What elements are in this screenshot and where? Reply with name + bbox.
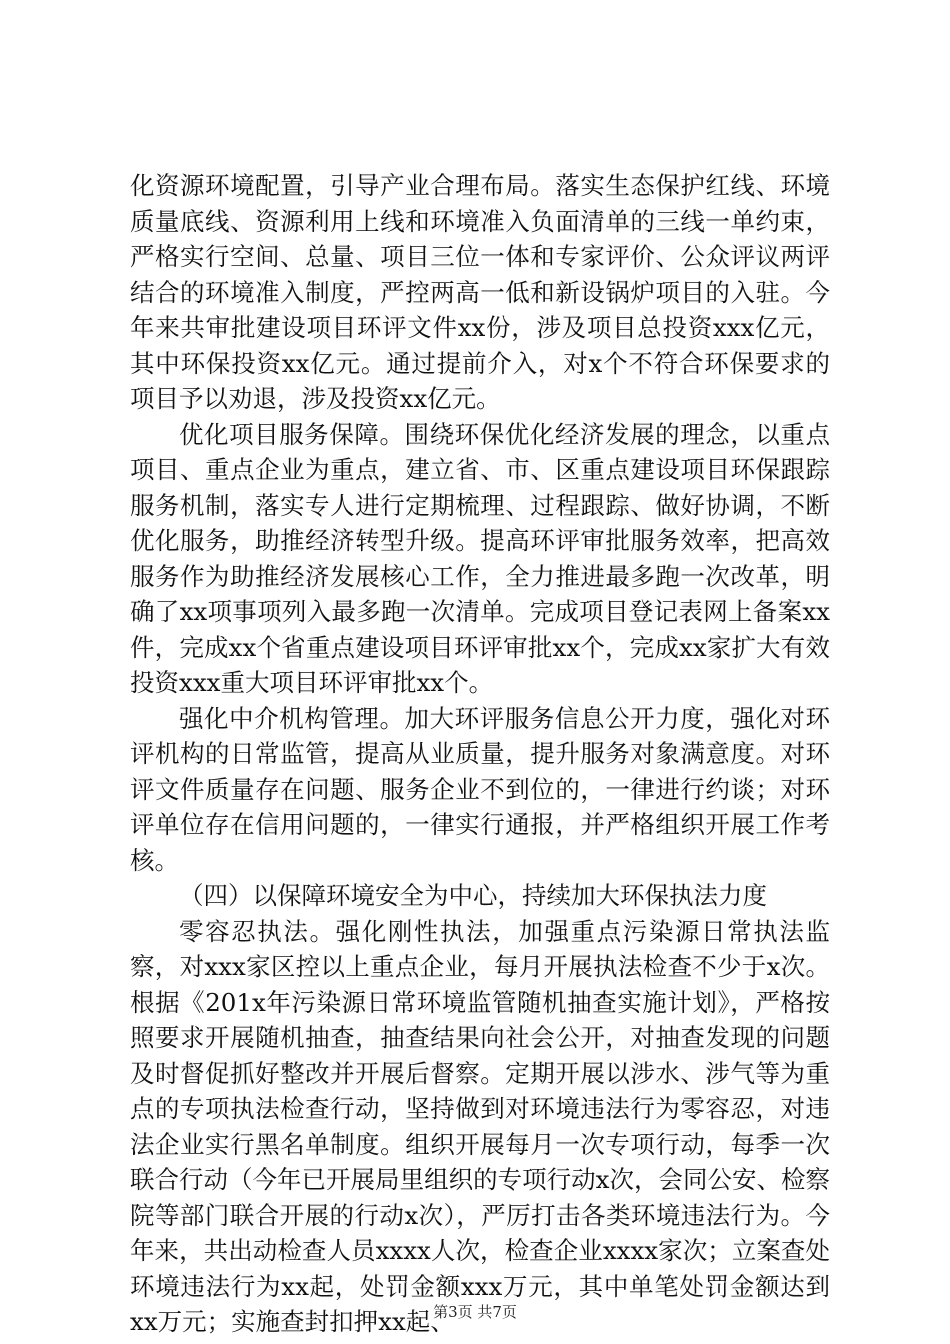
paragraph-zero-tolerance: 零容忍执法。强化刚性执法，加强重点污染源日常执法监察，对xxx家区控以上重点企业，每月开展执法检查不少于x次。根据《201x年污染源日常环境监管随机抽查实施计划》，严格按照要求开展随机抽查，抽查结果向社会公开，对抽查发现的问题及时督促抓好整改并开展后督察。定期开展以涉水、涉气等为重点的专项执法检查行动，坚持做到对环境违法行为零容忍，对违法企业实行黑名单制度。组织开展每月一次专项行动，每季一次联合行动（今年已开展局里组织的专项行动x次，会同公安、检察院等部门联合开展的行动x次），严厉打击各类环境违法行为。今年来，共出动检查人员xxxx人次，检查企业xxxx家次；立案查处环境违法行为xx起，处罚金额xxx万元，其中单笔处罚金额达到xx万元；实施查封扣押xx起、 [130, 916, 830, 1336]
paragraph-resource-allocation: 化资源环境配置，引导产业合理布局。落实生态保护红线、环境质量底线、资源利用上线和环境准入负面清单的三线一单约束，严格实行空间、总量、项目三位一体和专家评价、公众评议两评结合的环境准入制度，严控两高一低和新设锅炉项目的入驻。今年来共审批建设项目环评文件xx份，涉及项目总投资xxx亿元，其中环保投资xx亿元。通过提前介入，对x个不符合环保要求的项目予以劝退，涉及投资xx亿元。 [130, 171, 830, 413]
page-footer: 第3页 共7页 [433, 1303, 517, 1321]
section-heading-four: （四）以保障环境安全为中心，持续加大环保执法力度 [179, 881, 767, 910]
document-body [130, 168, 830, 1340]
paragraph-agency-management: 强化中介机构管理。加大环评服务信息公开力度，强化对环评机构的日常监管，提高从业质量，提升服务对象满意度。对环评文件质量存在问题、服务企业不到位的，一律进行约谈；对环评单位存在信用问题的，一律实行通报，并严格组织开展工作考核。 [130, 703, 830, 875]
paragraph-project-service: 优化项目服务保障。围绕环保优化经济发展的理念，以重点项目、重点企业为重点，建立省、市、区重点建设项目环保跟踪服务机制，落实专人进行定期梳理、过程跟踪、做好协调，不断优化服务，助推经济转型升级。提高环评审批服务效率，把高效服务作为助推经济发展核心工作，全力推进最多跑一次改革，明确了xx项事项列入最多跑一次清单。完成项目登记表网上备案xx件，完成xx个省重点建设项目环评审批xx个，完成xx家扩大有效投资xxx重大项目环评审批xx个。 [130, 419, 830, 697]
